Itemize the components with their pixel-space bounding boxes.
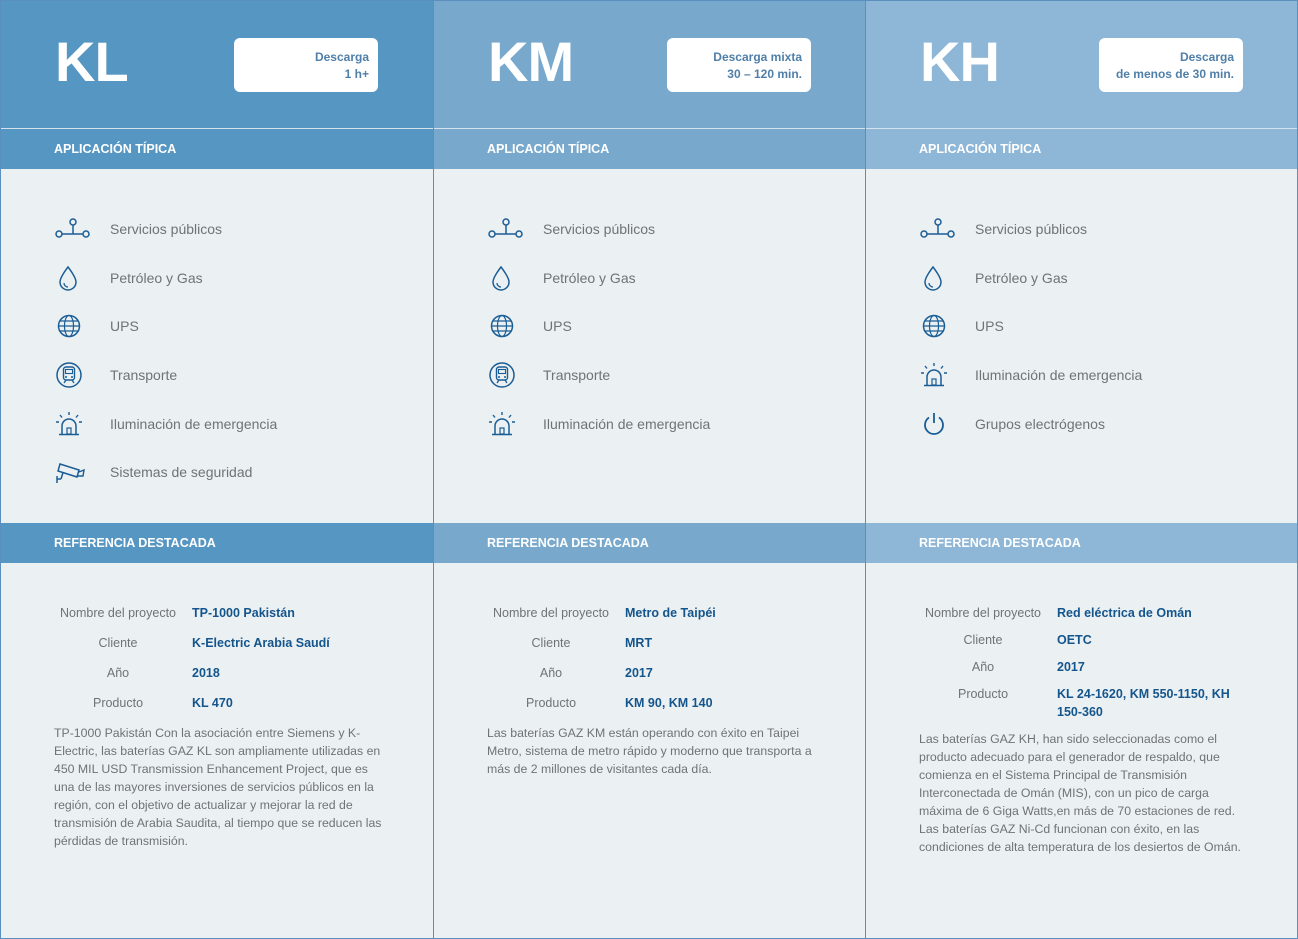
application-item bbox=[1, 205, 433, 254]
applications-heading: APLICACIÓN TÍPICA bbox=[866, 129, 1297, 169]
application-label: Iluminación de emergencia bbox=[110, 415, 278, 432]
drop-icon bbox=[55, 263, 93, 293]
application-item bbox=[434, 302, 865, 351]
application-label: Servicios públicos bbox=[543, 221, 656, 238]
product-row bbox=[919, 685, 1257, 721]
train-icon bbox=[55, 360, 93, 390]
reference-description: Las baterías GAZ KM están operando con éxito en Taipei Metro, sistema de metro rápido y moderno que transporta a más de 2 millones de visitantes cada día. bbox=[487, 726, 812, 776]
product-row bbox=[54, 694, 393, 712]
application-item bbox=[1, 302, 433, 351]
train-icon bbox=[488, 360, 526, 390]
application-item bbox=[866, 399, 1297, 448]
application-label: UPS bbox=[975, 318, 1004, 335]
client-row bbox=[487, 634, 825, 652]
alarm-light-icon bbox=[488, 409, 526, 439]
reference-block bbox=[1, 563, 433, 850]
column-header bbox=[866, 1, 1297, 129]
badge-line-1: Descarga mixta bbox=[713, 50, 802, 64]
application-label: Petróleo y Gas bbox=[975, 269, 1068, 286]
application-item bbox=[434, 205, 865, 254]
battery-code: KM bbox=[488, 30, 574, 93]
project-label: Nombre del proyecto bbox=[924, 606, 1042, 620]
application-item bbox=[1, 399, 433, 448]
badge-line-2: de menos de 30 min. bbox=[1115, 67, 1234, 81]
reference-heading: REFERENCIA DESTACADA bbox=[1, 523, 433, 563]
network-icon bbox=[55, 214, 93, 244]
year-row bbox=[54, 664, 393, 682]
product-value: KL 24-1620, KM 550-1150, KH 150-360 bbox=[1057, 687, 1230, 719]
globe-icon bbox=[488, 311, 526, 341]
application-label: UPS bbox=[543, 318, 572, 335]
network-icon bbox=[488, 214, 526, 244]
reference-heading: REFERENCIA DESTACADA bbox=[434, 523, 865, 563]
badge-line-1: Descarga bbox=[1179, 50, 1234, 64]
column-header bbox=[434, 1, 865, 129]
application-label: Servicios públicos bbox=[110, 221, 223, 238]
reference-block bbox=[434, 563, 865, 778]
battery-code: KH bbox=[920, 30, 999, 93]
product-value: KL 470 bbox=[192, 696, 233, 710]
project-value: TP-1000 Pakistán bbox=[192, 606, 295, 620]
reference-description: Las baterías GAZ KH, han sido seleccionadas como el producto adecuado para el generador de respaldo, que comienza en el Sistema Principal de Transmisión Interconectada de Omán (MIS), con un pico de carga máxima de 6 Giga Watts,en más de 70 estaciones de red. Las baterías GAZ Ni-Cd funcionan con éxito, en las condiciones de alta temperatura de los desiertos de Omán. bbox=[919, 732, 1241, 854]
project-label: Nombre del proyecto bbox=[59, 606, 177, 620]
discharge-badge bbox=[1099, 38, 1243, 92]
badge-line-1: Descarga bbox=[314, 50, 369, 64]
battery-column-km bbox=[433, 1, 865, 938]
year-row bbox=[919, 658, 1257, 676]
project-value: Metro de Taipéi bbox=[625, 606, 716, 620]
reference-description: TP-1000 Pakistán Con la asociación entre Siemens y K-Electric, las baterías GAZ KL son ampliamente utilizadas en 450 MIL USD Transmission Enhancement Project, que es una de las mayores inversiones de servicios públicos en la región, con el objetivo de actualizar y mejorar la red de transmisión de Arabia Saudita, al tiempo que se reducen las pérdidas de transmisión. bbox=[54, 726, 382, 848]
application-item bbox=[1, 254, 433, 303]
discharge-badge bbox=[667, 38, 811, 92]
year-value: 2018 bbox=[192, 666, 220, 680]
application-label: Iluminación de emergencia bbox=[975, 367, 1143, 384]
client-row bbox=[919, 631, 1257, 649]
application-item bbox=[434, 254, 865, 303]
client-row bbox=[54, 634, 393, 652]
product-value: KM 90, KM 140 bbox=[625, 696, 713, 710]
application-label: Petróleo y Gas bbox=[110, 269, 203, 286]
product-label: Producto bbox=[92, 696, 144, 710]
applications-list bbox=[866, 169, 1297, 523]
application-label: Sistemas de seguridad bbox=[110, 464, 253, 481]
application-label: Transporte bbox=[110, 367, 178, 384]
year-value: 2017 bbox=[1057, 660, 1085, 674]
client-value: OETC bbox=[1057, 633, 1092, 647]
product-row bbox=[487, 694, 825, 712]
application-item bbox=[1, 448, 433, 497]
application-label: Transporte bbox=[543, 367, 611, 384]
alarm-light-icon bbox=[55, 409, 93, 439]
product-label: Producto bbox=[525, 696, 577, 710]
drop-icon bbox=[920, 263, 958, 293]
product-label: Producto bbox=[957, 687, 1009, 701]
applications-list bbox=[1, 169, 433, 523]
client-value: MRT bbox=[625, 636, 653, 650]
reference-heading: REFERENCIA DESTACADA bbox=[866, 523, 1297, 563]
year-label: Año bbox=[539, 666, 563, 680]
reference-block bbox=[866, 563, 1297, 856]
project-row bbox=[487, 604, 825, 622]
application-label: Petróleo y Gas bbox=[543, 269, 636, 286]
applications-heading: APLICACIÓN TÍPICA bbox=[1, 129, 433, 169]
badge-line-2: 1 h+ bbox=[344, 67, 369, 81]
client-value: K-Electric Arabia Saudí bbox=[192, 636, 330, 650]
application-label: UPS bbox=[110, 318, 139, 335]
client-label: Cliente bbox=[98, 636, 138, 650]
application-item bbox=[866, 302, 1297, 351]
battery-code: KL bbox=[55, 30, 128, 93]
application-item bbox=[1, 351, 433, 400]
project-value: Red eléctrica de Omán bbox=[1057, 606, 1192, 620]
column-header bbox=[1, 1, 433, 129]
project-label: Nombre del proyecto bbox=[492, 606, 610, 620]
year-label: Año bbox=[971, 660, 995, 674]
year-row bbox=[487, 664, 825, 682]
client-label: Cliente bbox=[963, 633, 1003, 647]
application-item bbox=[434, 351, 865, 400]
power-icon bbox=[920, 409, 958, 439]
year-value: 2017 bbox=[625, 666, 653, 680]
project-row bbox=[919, 604, 1257, 622]
application-label: Servicios públicos bbox=[975, 221, 1088, 238]
client-label: Cliente bbox=[531, 636, 571, 650]
discharge-badge bbox=[234, 38, 378, 92]
applications-heading: APLICACIÓN TÍPICA bbox=[434, 129, 865, 169]
globe-icon bbox=[920, 311, 958, 341]
drop-icon bbox=[488, 263, 526, 293]
badge-line-2: 30 – 120 min. bbox=[727, 67, 802, 81]
alarm-light-icon bbox=[920, 360, 958, 390]
globe-icon bbox=[55, 311, 93, 341]
application-item bbox=[866, 254, 1297, 303]
application-label: Iluminación de emergencia bbox=[543, 415, 711, 432]
network-icon bbox=[920, 214, 958, 244]
security-camera-icon bbox=[55, 457, 93, 487]
applications-list bbox=[434, 169, 865, 523]
year-label: Año bbox=[106, 666, 130, 680]
application-item bbox=[866, 351, 1297, 400]
application-item bbox=[866, 205, 1297, 254]
battery-column-kh bbox=[865, 1, 1297, 938]
battery-column-kl bbox=[1, 1, 433, 938]
application-label: Grupos electrógenos bbox=[975, 415, 1105, 432]
application-item bbox=[434, 399, 865, 448]
project-row bbox=[54, 604, 393, 622]
